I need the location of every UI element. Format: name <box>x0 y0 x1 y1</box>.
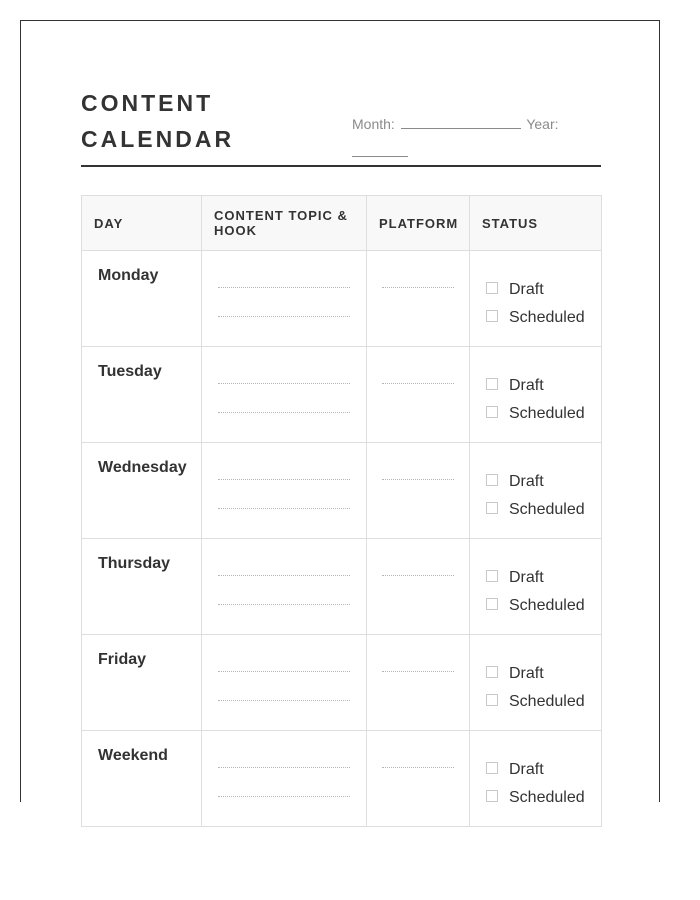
checkbox[interactable] <box>486 406 498 418</box>
option-label: Draft <box>509 665 544 682</box>
status-options <box>471 252 600 332</box>
column-header-status: STATUS <box>470 196 602 251</box>
checkbox[interactable] <box>486 378 498 390</box>
option-label: Scheduled <box>509 693 585 710</box>
write-line <box>382 767 454 768</box>
table-row <box>82 731 602 827</box>
status-options <box>471 732 600 812</box>
content-topic-field[interactable] <box>203 444 365 509</box>
write-line <box>382 287 454 288</box>
checkbox[interactable] <box>486 474 498 486</box>
write-line <box>218 383 350 384</box>
column-header-day: DAY <box>82 196 202 251</box>
platform-field[interactable] <box>368 444 468 480</box>
checkbox[interactable] <box>486 282 498 294</box>
status-option-scheduled[interactable] <box>486 304 600 332</box>
status-option-scheduled[interactable] <box>486 400 600 428</box>
write-line <box>382 383 454 384</box>
day-label: Tuesday <box>98 363 162 380</box>
month-label: Month: <box>352 116 395 132</box>
status-option-draft[interactable] <box>486 564 600 592</box>
platform-field[interactable] <box>368 540 468 576</box>
checkbox[interactable] <box>486 310 498 322</box>
day-label: Wednesday <box>98 459 187 476</box>
content-topic-field[interactable] <box>203 732 365 797</box>
checkbox[interactable] <box>486 790 498 802</box>
write-line <box>218 316 350 317</box>
option-label: Scheduled <box>509 501 585 518</box>
option-label: Draft <box>509 569 544 586</box>
write-line <box>218 796 350 797</box>
content-topic-field[interactable] <box>203 252 365 317</box>
checkbox[interactable] <box>486 762 498 774</box>
title-line-2: CALENDAR <box>81 126 235 152</box>
status-option-draft[interactable] <box>486 468 600 496</box>
write-line <box>382 479 454 480</box>
day-label: Monday <box>98 267 159 284</box>
option-label: Scheduled <box>509 309 585 326</box>
calendar-table <box>81 195 602 827</box>
year-blank[interactable] <box>352 142 408 157</box>
write-line <box>218 671 350 672</box>
status-option-scheduled[interactable] <box>486 784 600 812</box>
option-label: Draft <box>509 377 544 394</box>
date-fields <box>352 110 592 166</box>
table-row <box>82 539 602 635</box>
write-line <box>218 575 350 576</box>
content-topic-field[interactable] <box>203 636 365 701</box>
option-label: Draft <box>509 761 544 778</box>
status-option-draft[interactable] <box>486 276 600 304</box>
checkbox[interactable] <box>486 502 498 514</box>
write-line <box>218 508 350 509</box>
option-label: Draft <box>509 281 544 298</box>
content-topic-field[interactable] <box>203 540 365 605</box>
table-row <box>82 251 602 347</box>
option-label: Scheduled <box>509 597 585 614</box>
platform-field[interactable] <box>368 732 468 768</box>
day-label: Friday <box>98 651 147 668</box>
write-line <box>382 575 454 576</box>
column-header-content-topic: CONTENT TOPIC & HOOK <box>202 196 367 251</box>
platform-field[interactable] <box>368 636 468 672</box>
write-line <box>218 767 350 768</box>
title-line-1: CONTENT <box>81 90 214 116</box>
write-line <box>218 287 350 288</box>
planner-page <box>20 20 660 806</box>
option-label: Draft <box>509 473 544 490</box>
write-line <box>218 412 350 413</box>
write-line <box>218 604 350 605</box>
day-label: Weekend <box>98 747 168 764</box>
day-label: Thursday <box>98 555 171 572</box>
content-topic-field[interactable] <box>203 348 365 413</box>
status-option-draft[interactable] <box>486 756 600 784</box>
year-label: Year: <box>526 116 559 132</box>
write-line <box>218 700 350 701</box>
status-option-scheduled[interactable] <box>486 592 600 620</box>
page-header <box>81 85 601 167</box>
column-header-platform: PLATFORM <box>367 196 470 251</box>
status-option-draft[interactable] <box>486 660 600 688</box>
checkbox[interactable] <box>486 694 498 706</box>
checkbox[interactable] <box>486 570 498 582</box>
platform-field[interactable] <box>368 348 468 384</box>
table-row <box>82 443 602 539</box>
status-option-scheduled[interactable] <box>486 688 600 716</box>
table-row <box>82 347 602 443</box>
option-label: Scheduled <box>509 405 585 422</box>
option-label: Scheduled <box>509 789 585 806</box>
status-options <box>471 636 600 716</box>
status-options <box>471 444 600 524</box>
header-row <box>82 196 602 251</box>
table-row <box>82 635 602 731</box>
checkbox[interactable] <box>486 598 498 610</box>
platform-field[interactable] <box>368 252 468 288</box>
month-blank[interactable] <box>401 114 521 129</box>
status-option-draft[interactable] <box>486 372 600 400</box>
page-title <box>81 85 331 157</box>
checkbox[interactable] <box>486 666 498 678</box>
write-line <box>218 479 350 480</box>
write-line <box>382 671 454 672</box>
status-options <box>471 348 600 428</box>
status-option-scheduled[interactable] <box>486 496 600 524</box>
status-options <box>471 540 600 620</box>
